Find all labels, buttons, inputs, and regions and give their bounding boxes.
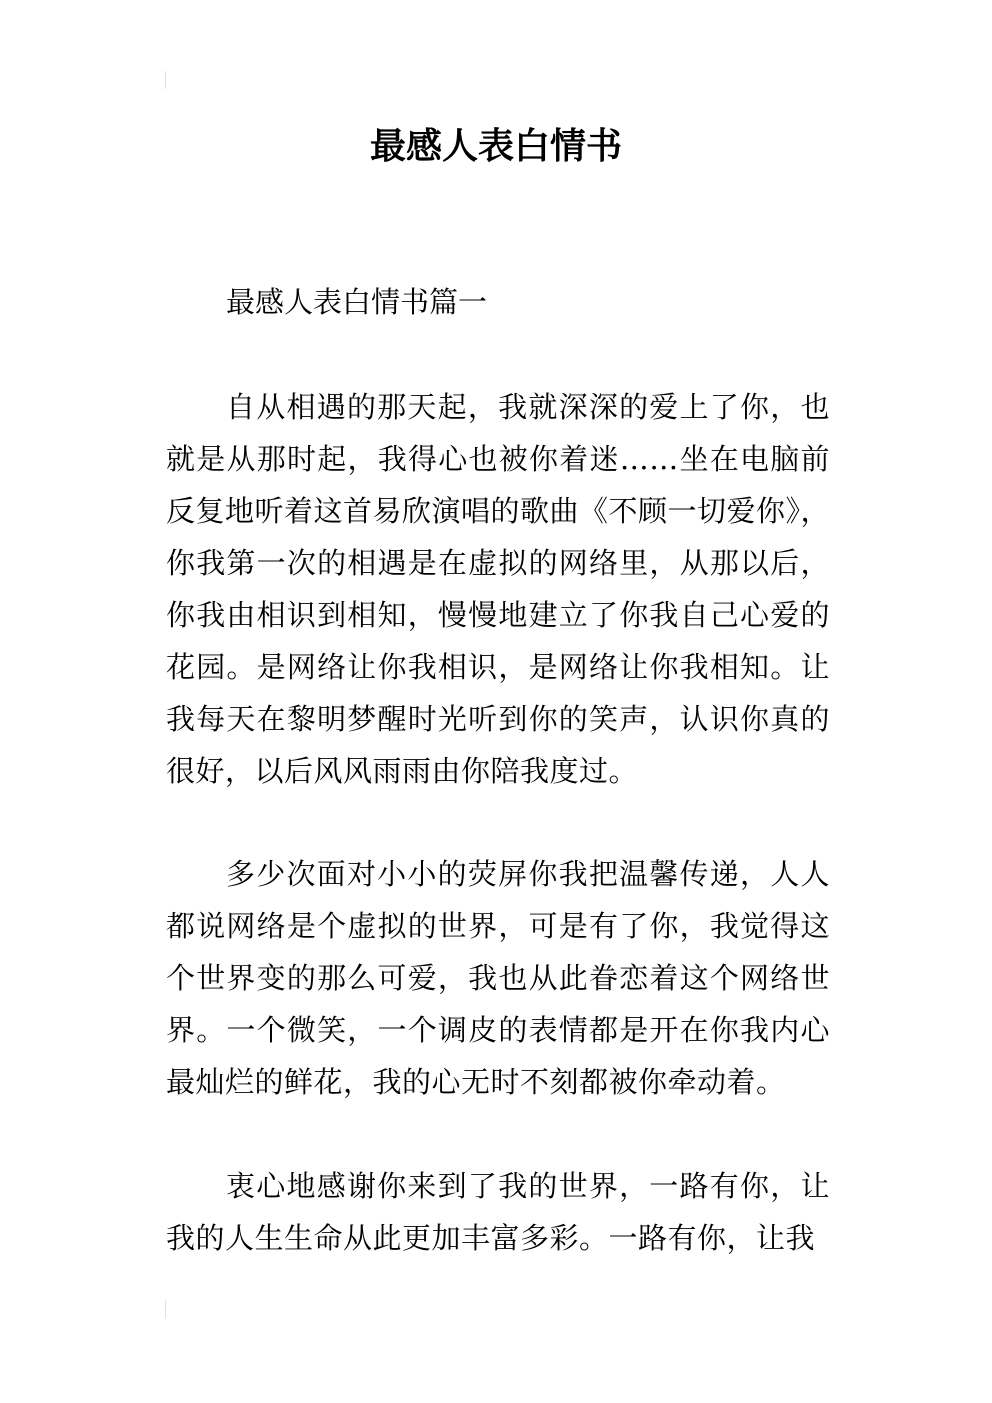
paragraph-1: 自从相遇的那天起，我就深深的爱上了你，也就是从那时起，我得心也被你着迷……坐在电脑前反复地听着这首易欣演唱的歌曲《不顾一切爱你》，你我第一次的相遇是在虚拟的网络里，从那以后，你我由相识到相知，慢慢地建立了你我自己心爱的花园。是网络让你我相识，是网络让你我相知。让我每天在黎明梦醒时光听到你的笑声，认识你真的很好，以后风风雨雨由你陪我度过。	[166, 390, 831, 788]
section-heading: 最感人表白情书篇一	[226, 285, 488, 319]
crop-mark-bottom	[165, 1300, 166, 1318]
paragraph-2: 多少次面对小小的荧屏你我把温馨传递，人人都说网络是个虚拟的世界，可是有了你，我觉得这个世界变的那么可爱，我也从此眷恋着这个网络世界。一个微笑，一个调皮的表情都是开在你我内心最灿烂的鲜花，我的心无时不刻都被你牵动着。	[166, 857, 830, 1099]
paragraph-3: 衷心地感谢你来到了我的世界，一路有你，让我的人生生命从此更加丰富多彩。一路有你，让我	[166, 1169, 830, 1255]
document-title: 最感人表白情书	[369, 126, 622, 167]
crop-mark-top	[165, 71, 166, 89]
